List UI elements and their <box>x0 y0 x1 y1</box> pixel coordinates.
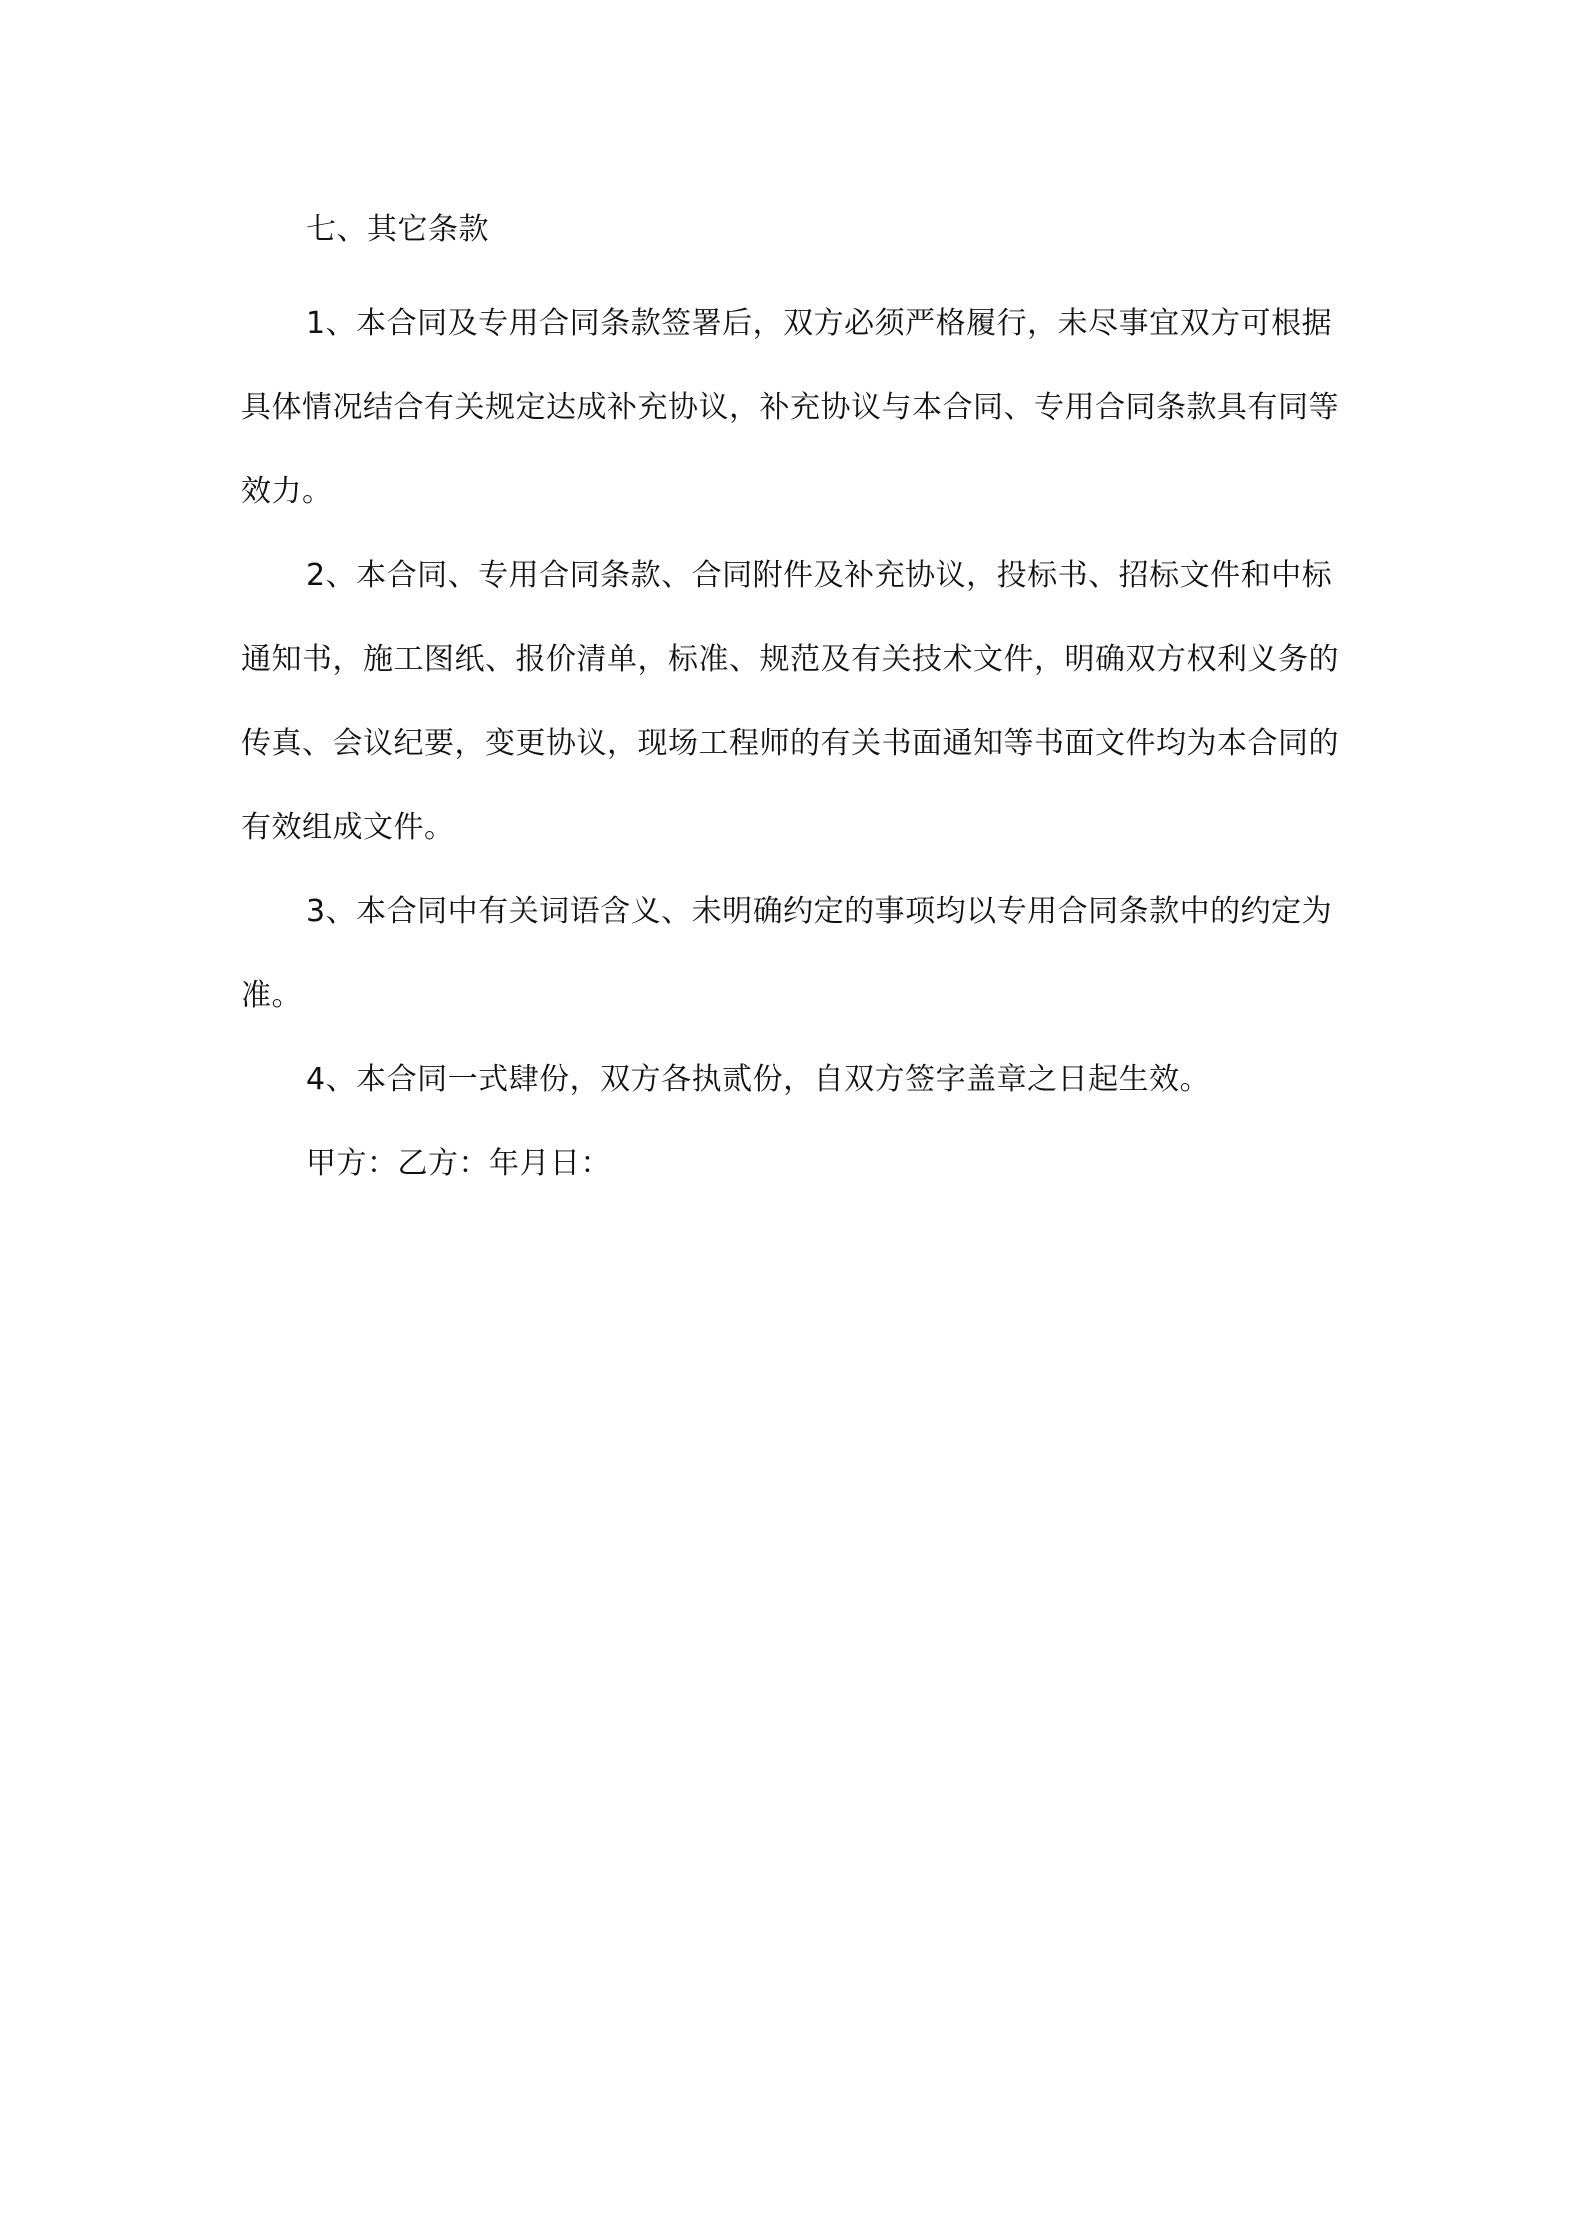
document-body <box>241 198 1351 1206</box>
clause-2: 2、本合同、专用合同条款、合同附件及补充协议，投标书、招标文件和中标通知书，施工图纸、报价清单，标准、规范及有关技术文件，明确双方权利义务的传真、会议纪要，变更协议，现场工程师的有关书面通知等书面文件均为本合同的有效组成文件。 <box>241 558 1339 845</box>
clause-3: 3、本合同中有关词语含义、未明确约定的事项均以专用合同条款中的约定为准。 <box>241 894 1333 1013</box>
clause-1: 1、本合同及专用合同条款签署后，双方必须严格履行，未尽事宜双方可根据具体情况结合有关规定达成补充协议，补充协议与本合同、专用合同条款具有同等效力。 <box>241 306 1339 509</box>
section-heading: 七、其它条款 <box>306 212 489 247</box>
clause-4: 4、本合同一式肆份，双方各执贰份，自双方签字盖章之日起生效。 <box>306 1062 1211 1097</box>
signature-line: 甲方：乙方：年月日： <box>306 1146 611 1181</box>
